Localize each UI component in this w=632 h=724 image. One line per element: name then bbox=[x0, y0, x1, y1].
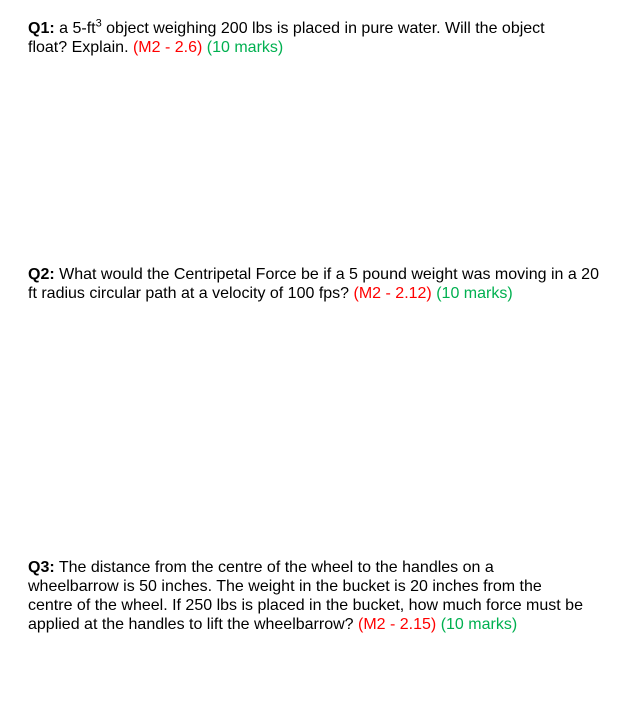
question-number: Q1: bbox=[28, 20, 55, 37]
superscript-cubed: 3 bbox=[95, 17, 102, 30]
module-reference: (M2 - 2.6) bbox=[132, 39, 203, 56]
question-text: What would the Centripetal Force be if a 5 pound weight was moving in a 20 ft radius circular path at a velocity of 100 fps? bbox=[28, 266, 599, 302]
question-text-continued: object weighing 200 lbs is placed in pure water. Will the object float? Explain. bbox=[28, 20, 545, 56]
question-2 bbox=[28, 265, 600, 303]
module-reference: (M2 - 2.12) bbox=[353, 285, 432, 302]
question-1 bbox=[28, 19, 568, 57]
marks-label: (10 marks) bbox=[440, 616, 518, 633]
question-number: Q3: bbox=[28, 559, 55, 576]
question-text: The distance from the centre of the wheel to the handles on a wheelbarrow is 50 inches. The weight in the bucket is 20 inches from the centre of the wheel. If 250 lbs is placed in the bucket, how much force must be applied at the handles to lift the wheelbarrow? bbox=[28, 559, 583, 633]
question-number: Q2: bbox=[28, 266, 55, 283]
question-text: a 5-ft bbox=[54, 20, 96, 37]
question-3 bbox=[28, 558, 588, 634]
module-reference: (M2 - 2.15) bbox=[358, 616, 437, 633]
marks-label: (10 marks) bbox=[206, 39, 284, 56]
marks-label: (10 marks) bbox=[436, 285, 513, 302]
